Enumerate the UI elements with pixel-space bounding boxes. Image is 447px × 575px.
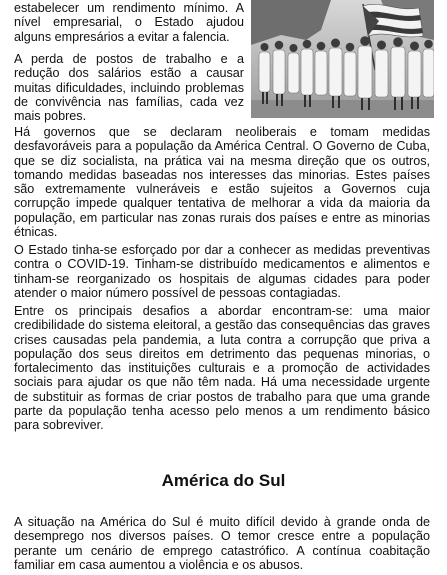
paragraph-1: estabelecer um rendimento mínimo. A nível empresarial, o Estado ajudou alguns empresários a evitar a falencia. (14, 1, 244, 44)
photo-medical-brigade-with-flag (251, 0, 434, 118)
paragraph-2: A perda de postos de trabalho e a redução dos salários estão a causar muitas dificuldades, incluindo problemas de convivência nas famílias, cada vez mais pobres. (14, 52, 244, 124)
paragraph-5: Entre os principais desafios a abordar encontram-se: uma maior credibilidade do sistema eleitoral, a gestão das consequências das graves crises causadas pela pandemia, a luta contra a corrupção que priva a população dos seus direitos em detrimento das pequenas minorias, o fortalecimento das instituições culturais e a promoção de actividades sociais para ajudar os que não têm nada. Há uma necessidade urgente de substituir as formas de criar postos de trabalho para que uma grande parte da população tenha acesso pelo menos a um rendimento básico para sobreviver. (14, 304, 430, 433)
paragraph-3: Há governos que se declaram neoliberais e tomam medidas desfavoráveis para a população da América Central. O Governo de Cuba, que se diz socialista, na prática vai na mesma direção que os outros, tomando medidas baseadas nos interesses das minorias. Estes países são extremamente vulneráveis e estão sujeitos a Governos cuja corrupção impede qualquer tentativa de melhorar a vida da maioria da população, em particular nas zonas rurais dos países e entre as minorias étnicas. (14, 125, 430, 240)
paragraph-4: O Estado tinha-se esforçado por dar a conhecer as medidas preventivas contra o COVID-19. Tinham-se distribuído medicamentos e alimentos e tinham-se reorganizado os hospitais de algumas cidades para poder atender o maior número possível de pessoas contagiadas. (14, 243, 430, 300)
paragraph-6: A situação na América do Sul é muito difícil devido à grande onda de desemprego nos diversos países. O temor cresce entre a população perante um cenário de emprego catastrófico. A contínua coabitação familiar em casa aumentou a violência e os abusos. (14, 515, 430, 572)
section-heading: América do Sul (161, 471, 286, 490)
